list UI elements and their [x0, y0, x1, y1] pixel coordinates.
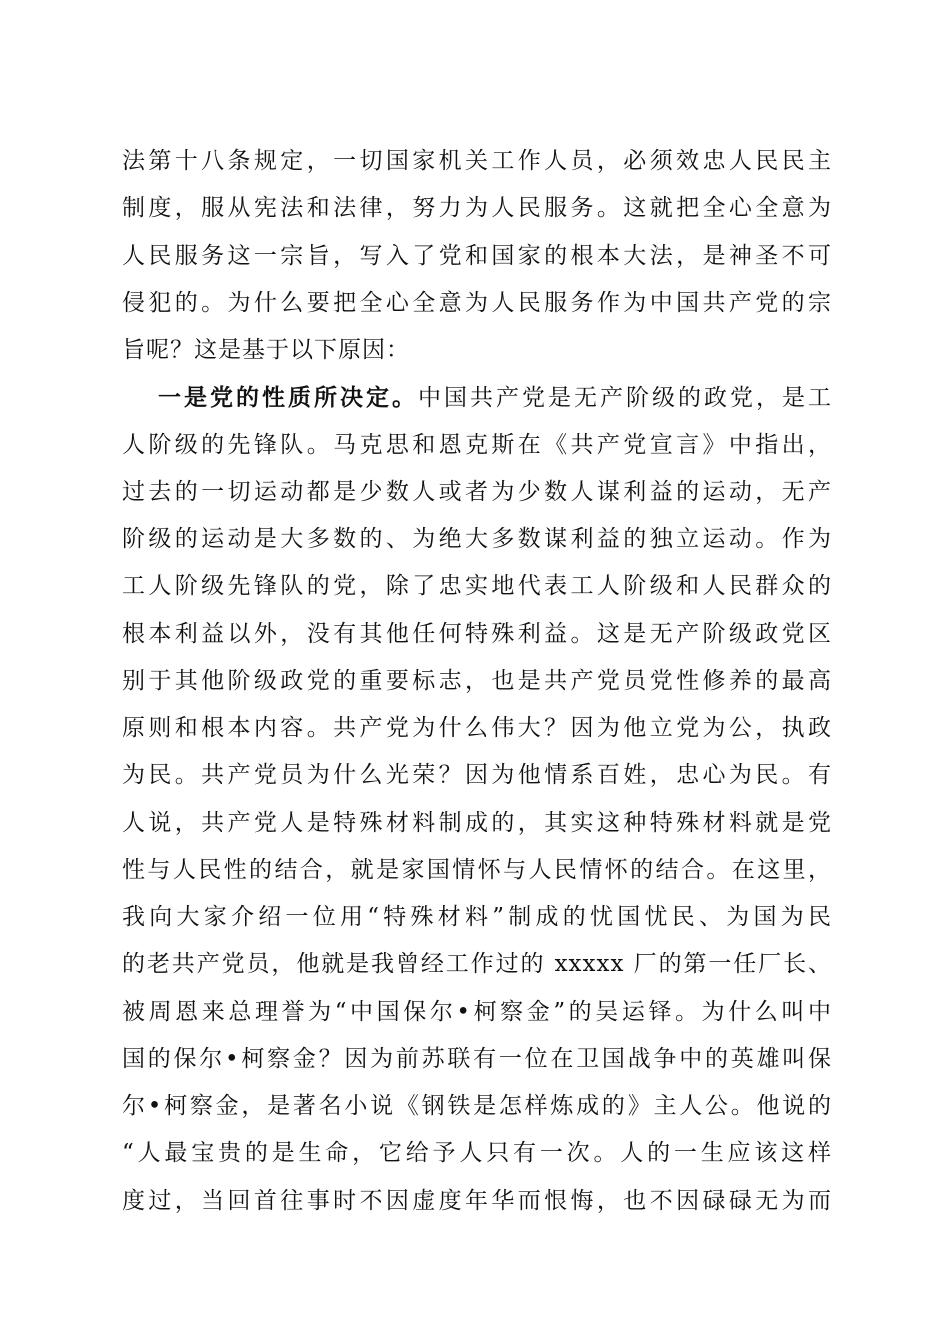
text-line: 国的保尔•柯察金？因为前苏联有一位在卫国战争中的英雄叫保	[122, 1045, 832, 1072]
text-line: 人民服务这一宗旨，写入了党和国家的根本大法，是神圣不可	[122, 242, 832, 269]
text-line: 尔•柯察金，是著名小说《钢铁是怎样炼成的》主人公。他说的	[122, 1093, 832, 1119]
text-line-rest: 中国共产党是无产阶级的政党，是工	[418, 385, 832, 412]
text-line: 法第十八条规定，一切国家机关工作人员，必须效忠人民民主	[122, 148, 832, 174]
text-line: 别于其他阶级政党的重要标志，也是共产党员党性修养的最高	[122, 667, 832, 694]
text-line: 旨呢？这是基于以下原因：	[122, 337, 410, 363]
text-line: 度过，当回首往事时不因虚度年华而恨悔，也不因碌碌无为而	[122, 1187, 832, 1214]
text-line: 人阶级的先锋队。马克思和恩克斯在《共产党宣言》中指出，	[122, 431, 832, 458]
text-line: 根本利益以外，没有其他任何特殊利益。这是无产阶级政党区	[122, 620, 832, 647]
body-text	[122, 138, 832, 1225]
text-line: “人最宝贵的是生命，它给予人只有一次。人的一生应该这样	[122, 1140, 832, 1167]
text-line: 工人阶级先锋队的党，除了忠实地代表工人阶级和人民群众的	[122, 573, 832, 600]
text-line: 我向大家介绍一位用“特殊材料”制成的忧国忧民、为国为民	[122, 904, 832, 930]
text-line: 过去的一切运动都是少数人或者为少数人谋利益的运动，无产	[122, 478, 832, 505]
text-line: 被周恩来总理誉为“中国保尔•柯察金”的吴运铎。为什么叫中	[122, 998, 832, 1025]
text-line: 阶级的运动是大多数的、为绝大多数谋利益的独立运动。作为	[122, 526, 832, 552]
paragraph-first-line	[122, 374, 832, 421]
text-line: 侵犯的。为什么要把全心全意为人民服务作为中国共产党的宗	[122, 289, 832, 316]
text-line: 人说，共产党人是特殊材料制成的，其实这种特殊材料就是党	[122, 809, 832, 836]
text-line: 原则和根本内容。共产党为什么伟大？因为他立党为公，执政	[122, 715, 832, 741]
bold-lead-phrase: 一是党的性质所决定。	[158, 384, 418, 412]
text-line: 的老共产党员，他就是我曾经工作过的 xxxxx 厂的第一任厂长、	[122, 951, 832, 978]
text-line: 制度，服从宪法和法律，努力为人民服务。这就把全心全意为	[122, 195, 832, 222]
text-line: 性与人民性的结合，就是家国情怀与人民情怀的结合。在这里，	[122, 856, 832, 883]
text-line: 为民。共产党员为什么光荣？因为他情系百姓，忠心为民。有	[122, 762, 832, 789]
